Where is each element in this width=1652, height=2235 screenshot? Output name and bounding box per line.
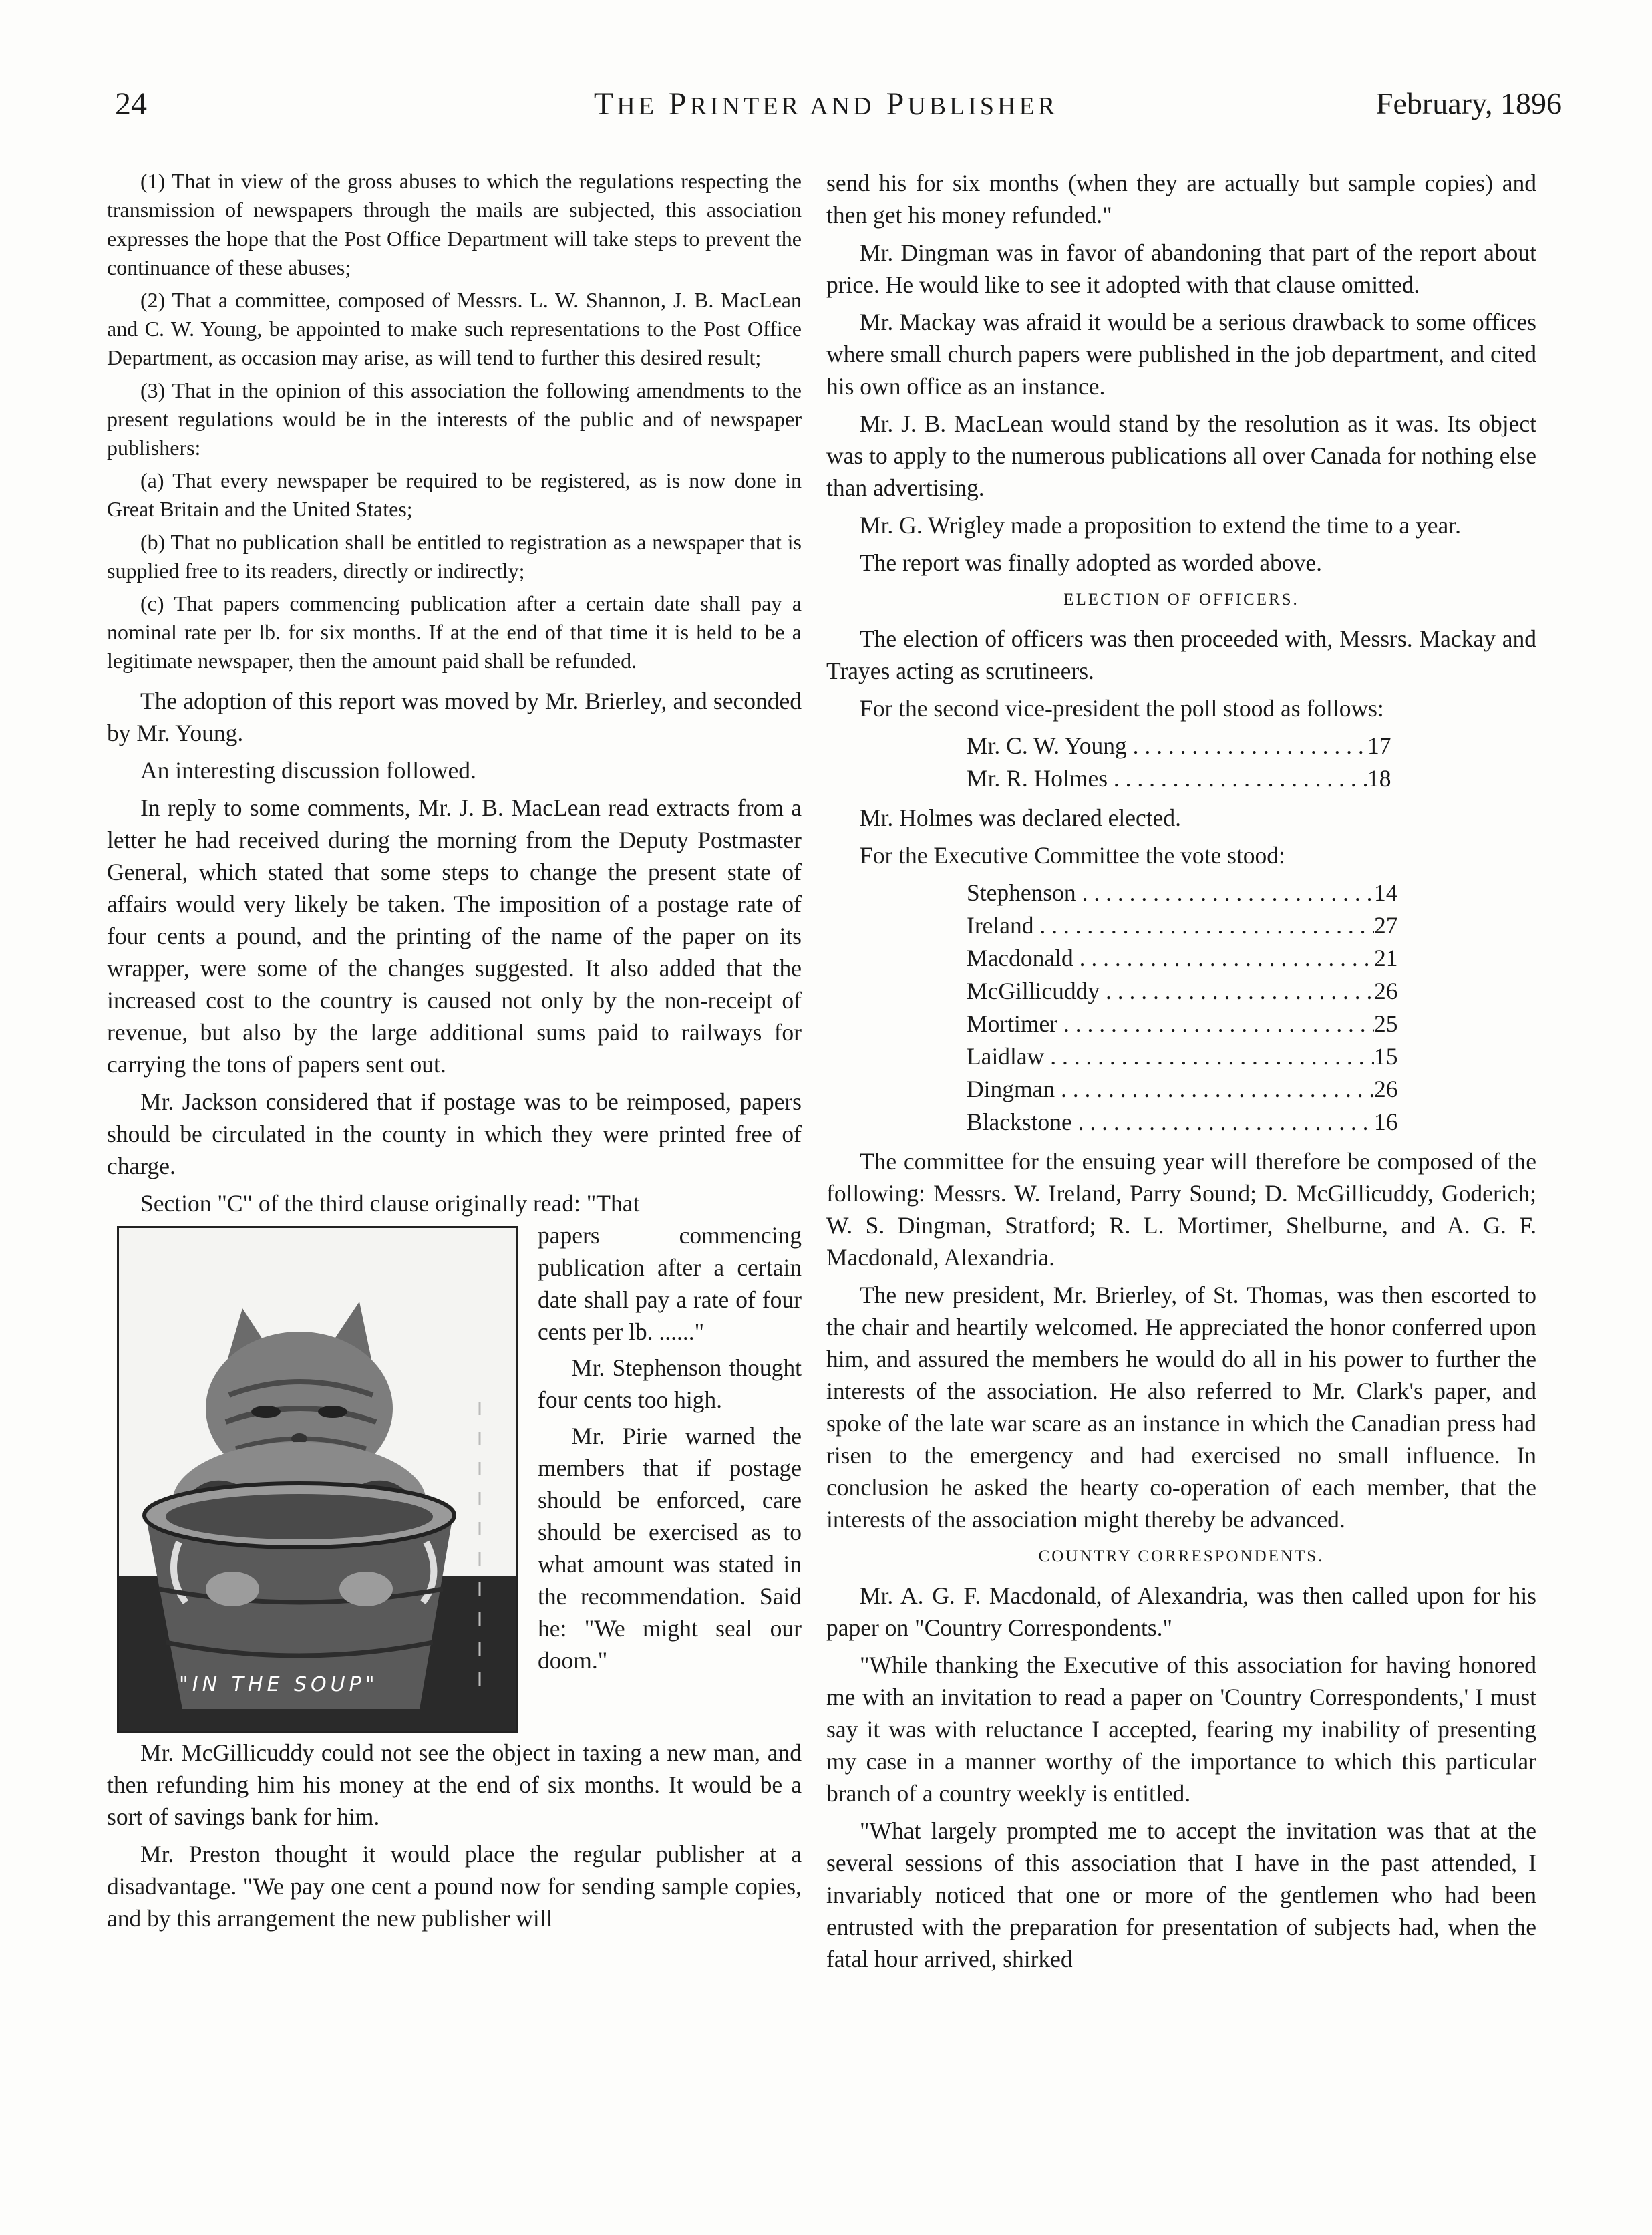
- paragraph: Mr. Preston thought it would place the regular publisher at a disadvantage. "We pay one cent a pound now for sending sample copies, and by this arrangement the new publisher will: [107, 1841, 802, 1932]
- paragraph: Mr. A. G. F. Macdonald, of Alexandria, was then called upon for his paper on "Country Correspondents.": [826, 1582, 1536, 1641]
- paragraph: The new president, Mr. Brierley, of St. Thomas, was then escorted to the chair and heartily welcomed. He appreciated the honor conferred upon him, and assured the members he would do all in his power to further the interests of the association. He also referred to Mr. Clark's paper, and spoke of the late war scare as an instance in which the Canadian press had risen to the emergency and had exercised no small influence. In conclusion he asked the hearty co-operation of each member, that the interests of the association might thereby be advanced.: [826, 1282, 1536, 1533]
- paragraph: Mr. Mackay was afraid it would be a serious drawback to some offices where small church papers were published in the job department, and cited his own office as an instance.: [826, 309, 1536, 400]
- section-heading-correspondents: COUNTRY CORRESPONDENTS.: [1038, 1547, 1325, 1566]
- paragraph: send his for six months (when they are actually but sample copies) and then get his money refunded.": [826, 170, 1536, 229]
- paragraph: "What largely prompted me to accept the invitation was that at the several sessions of this association that I have in the past attended, I invariably noticed that one or more of the gentlemen who had been entrusted with the preparation for presentation of subjects had, when the fatal hour arrived, shirked: [826, 1817, 1536, 1972]
- paragraph: The election of officers was then proceeded with, Messrs. Mackay and Trayes acting as scrutineers.: [826, 625, 1536, 684]
- paragraph: For the Executive Committee the vote stood:: [860, 842, 1285, 869]
- paragraph: Mr. Holmes was declared elected.: [860, 804, 1182, 831]
- paragraph: Mr. McGillicuddy could not see the object in taxing a new man, and then refunding him his money at the end of six months. It would be a sort of savings bank for him.: [107, 1739, 802, 1830]
- paragraph: In reply to some comments, Mr. J. B. MacLean read extracts from a letter he had received during the morning from the Deputy Postmaster General, which stated that some steps to change the present state of affairs would very likely be taken. The imposition of a postage rate of four cents a pound, and the printing of the name of the paper on its wrapper, were some of the changes suggested. It also added that the increased cost to the country is caused not only by the non-receipt of revenue, but also by the large additional sums paid to railways for carrying the tons of papers sent out.: [107, 794, 802, 1078]
- executive-poll-table: [826, 877, 1536, 1139]
- photo-side-text: [538, 1219, 802, 1733]
- poll-row: Stephenson . . . 14: [967, 877, 1536, 909]
- paragraph: An interesting discussion followed.: [140, 757, 476, 784]
- paragraph: Mr. Jackson considered that if postage was to be reimposed, papers should be circulated in the county in which they were printed free of charge.: [107, 1088, 802, 1179]
- left-column: [107, 167, 802, 1940]
- vice-president-poll-table: [826, 730, 1536, 795]
- photo-section: [107, 1219, 802, 1733]
- poll-row: Blackstone . . . 16: [967, 1106, 1536, 1139]
- poll-row: Macdonald . . . 21: [967, 942, 1536, 975]
- page-header: [0, 86, 1652, 139]
- paragraph: Mr. Pirie warned the members that if postage should be enforced, care should be exercised as to what amount was stated in the recommendation. Said he: "We might seal our doom.": [538, 1423, 802, 1674]
- paragraph: papers commencing publication after a certain date shall pay a rate of four cents per lb. ......": [538, 1222, 802, 1345]
- resolution-c: (c) That papers commencing publication after a certain date shall pay a nominal rate per lb. for six months. If at the end of that time it is held to be a legitimate newspaper, then the amount paid shall be refunded.: [107, 591, 802, 673]
- poll-row: Dingman . . . 26: [967, 1073, 1536, 1106]
- paragraph: "While thanking the Executive of this association for having honored me with an invitation to read a paper on 'Country Correspondents,' I must say it was with reluctance I accepted, fearing my inability of presenting my case in a manner worthy of the importance to which this particular branch of a country weekly is entitled.: [826, 1652, 1536, 1807]
- poll-row: Ireland . . . 27: [967, 909, 1536, 942]
- paragraph: Mr. J. B. MacLean would stand by the resolution as it was. Its object was to apply to the numerous publications all over Canada for nothing else than advertising.: [826, 410, 1536, 501]
- resolution-b: (b) That no publication shall be entitled to registration as a newspaper that is supplied free to its readers, directly or indirectly;: [107, 530, 802, 583]
- resolution-1: (1) That in view of the gross abuses to which the regulations respecting the transmission of newspapers through the mails are subjected, this association expresses the hope that the Post Office Department will take steps to prevent the continuance of these abuses;: [107, 169, 802, 279]
- paragraph: Mr. Stephenson thought four cents too high.: [538, 1354, 802, 1413]
- paragraph: Mr. G. Wrigley made a proposition to extend the time to a year.: [860, 512, 1461, 539]
- running-title: THE PRINTER AND PUBLISHER: [593, 86, 1059, 122]
- resolution-3: (3) That in the opinion of this association the following amendments to the present regulations would be in the interests of the public and of newspaper publishers:: [107, 378, 802, 460]
- kitten-illustration: [119, 1228, 516, 1731]
- photo-caption: "IN THE SOUP": [179, 1673, 379, 1696]
- paragraph: Mr. Dingman was in favor of abandoning that part of the report about price. He would like to see it adopted with that clause omitted.: [826, 239, 1536, 298]
- poll-row: Laidlaw . . . 15: [967, 1040, 1536, 1073]
- issue-date: February, 1896: [1375, 86, 1562, 120]
- kitten-in-bucket-photo: [117, 1226, 518, 1733]
- poll-row: Mr. C. W. Young . . . 17: [967, 730, 1536, 762]
- paragraph: For the second vice-president the poll stood as follows:: [860, 695, 1384, 722]
- paragraph: The report was finally adopted as worded above.: [860, 549, 1323, 576]
- poll-row: Mr. R. Holmes . . . 18: [967, 762, 1536, 795]
- resolution-2: (2) That a committee, composed of Messrs. L. W. Shannon, J. B. MacLean and C. W. Young, be appointed to make such representations to the Post Office Department, as occasion may arise, as will tend to further this desired result;: [107, 288, 802, 369]
- paragraph: The adoption of this report was moved by Mr. Brierley, and seconded by Mr. Young.: [107, 688, 802, 746]
- resolution-a: (a) That every newspaper be required to be registered, as is now done in Great Britain and the United States;: [107, 468, 802, 521]
- poll-row: McGillicuddy . . . 26: [967, 975, 1536, 1008]
- paragraph: Section "C" of the third clause originally read: "That: [140, 1190, 640, 1217]
- section-heading-election: ELECTION OF OFFICERS.: [1063, 591, 1299, 609]
- page-number: 24: [115, 86, 147, 122]
- right-column: [826, 167, 1536, 1980]
- poll-row: Mortimer . . . 25: [967, 1008, 1536, 1040]
- paragraph: The committee for the ensuing year will therefore be composed of the following: Messrs. W. Ireland, Parry Sound; D. McGillicuddy, Goderich; W. S. Dingman, Stratford; R. L. Mortimer, Shelburne, and A. G. F. Macdonald, Alexandria.: [826, 1148, 1536, 1271]
